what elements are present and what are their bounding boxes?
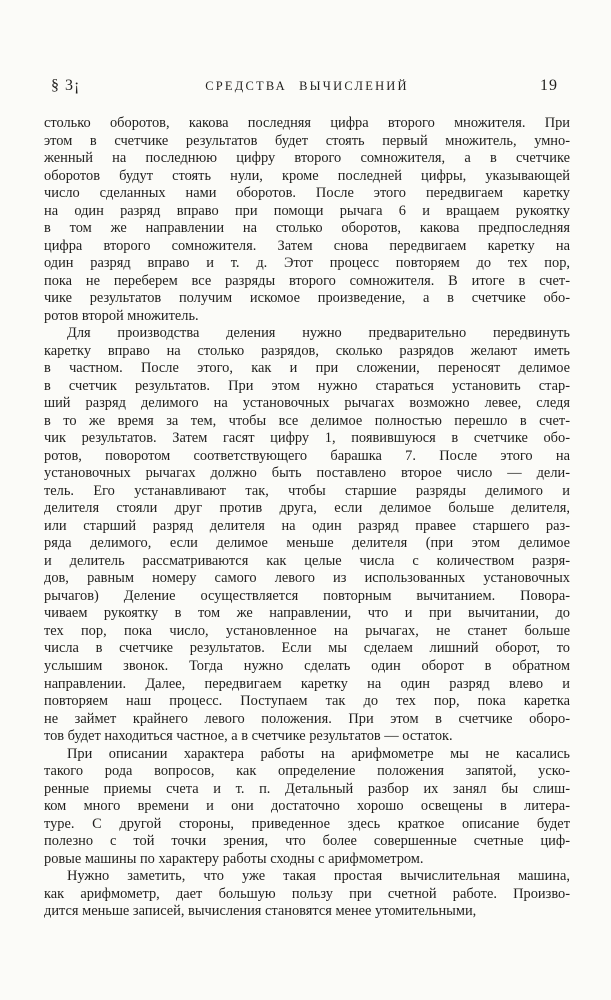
text-line: женный на последнюю цифру второго сомножителя, а в счетчике	[44, 150, 570, 167]
text-line: полезно с той точки зрения, что более совершенные счетные циф-	[44, 833, 570, 850]
text-line: тель. Его устанавливают так, чтобы старшие разряды делимого и	[44, 482, 570, 499]
paragraph	[44, 325, 570, 745]
text-line: и делитель рассматриваются как целые числа с количеством разря-	[44, 552, 570, 569]
text-line: направлении. Далее, передвигаем каретку на один разряд влево и	[44, 675, 570, 692]
section-label: § 3¡	[51, 77, 81, 94]
text-line: рычагов) Деление осуществляется повторным вычитанием. Повора-	[44, 587, 570, 604]
text-line: повторяем наш процесс. Поступаем так до тех пор, пока каретка	[44, 693, 570, 710]
text-line: числа в счетчике результатов. Если мы сделаем лишний оборот, то	[44, 640, 570, 657]
text-line: ряда делимого, если делимое меньше делителя (при этом делимое	[44, 535, 570, 552]
text-line: При описании характера работы на арифмометре мы не касались	[67, 745, 570, 762]
text-line: чике результатов получим искомое произведение, а в счетчике обо-	[44, 290, 570, 307]
paragraph	[44, 115, 570, 325]
text-line: Нужно заметить, что уже такая простая вычислительная машина,	[67, 868, 570, 885]
text-line: чиваем рукоятку в том же направлении, что и при вычитании, до	[44, 605, 570, 622]
text-line: в счетчик результатов. При этом нужно стараться установить стар-	[44, 377, 570, 394]
text-line: столько оборотов, какова последняя цифра второго множителя. При	[44, 115, 570, 131]
text-line: делителя стояли друг против друга, если делимое больше делителя,	[44, 500, 570, 517]
text-line: дится меньше записей, вычисления становятся менее утомительными,	[44, 903, 477, 920]
text-line: ротов второй множитель.	[44, 307, 199, 324]
text-line: дов, равным номеру самого левого из использованных установочных	[44, 570, 570, 587]
text-line: оборотов будут стоять нули, кроме последней цифры, указывающей	[44, 167, 570, 184]
text-line: на один разряд вправо при помощи рычага 6 и вращаем рукоятку	[44, 202, 570, 219]
text-line: в частном. После этого, как и при сложении, переносят делимое	[44, 360, 570, 377]
text-line: в том же направлении на столько оборотов, какова предпоследняя	[44, 220, 570, 237]
page-header	[44, 76, 570, 96]
text-line: такого рода вопросов, как определение положения запятой, уско-	[44, 763, 570, 780]
text-line: пока не переберем все разряды второго сомножителя. В итоге в счет-	[44, 272, 570, 289]
text-line: тех пор, пока число, установленное на рычагах, не станет больше	[44, 622, 570, 639]
page-number: 19	[540, 77, 558, 94]
text-line: чик результатов. Затем гасят цифру 1, появившуюся в счетчике обо-	[44, 430, 570, 447]
text-line: один разряд вправо и т. д. Этот процесс повторяем до тех пор,	[44, 255, 570, 272]
text-line: в то же время за тем, чтобы все делимое полностью перешло в счет-	[44, 412, 570, 429]
text-line: ком много времени и они достаточно хорошо освещены в литера-	[44, 798, 570, 815]
text-line: Для производства деления нужно предварительно передвинуть	[67, 325, 570, 342]
paragraph	[44, 746, 570, 869]
text-line: ротов, поворотом соответствующего барашка 7. После этого на	[44, 447, 570, 464]
text-line: услышим звонок. Тогда нужно сделать один оборот в обратном	[44, 657, 570, 674]
paragraph	[44, 868, 570, 921]
text-line: как арифмометр, дает большую пользу при счетной работе. Произво-	[44, 885, 570, 902]
text-line: ший разряд делимого на установочных рычагах возможно левее, следя	[44, 395, 570, 412]
text-line: тов будет находиться частное, а в счетчике результатов — остаток.	[44, 728, 453, 745]
text-line: цифра второго сомножителя. Затем снова передвигаем каретку на	[44, 237, 570, 254]
text-line: каретку вправо на столько разрядов, сколько разрядов желают иметь	[44, 342, 570, 359]
text-line: этом в счетчике результатов будет стоять первый множитель, умно-	[44, 132, 570, 149]
text-block	[44, 115, 570, 921]
text-line: ровые машины по характеру работы сходны с арифмометром.	[44, 850, 424, 867]
text-line: установочных рычагах должно быть поставлено второе число — дели-	[44, 465, 570, 482]
text-line: число сделанных нами оборотов. После этого передвигаем каретку	[44, 185, 570, 202]
text-line: или старший разряд делителя на один разряд правее старшего раз-	[44, 517, 570, 534]
text-line: ренные приемы счета и т. п. Детальный разбор их занял бы слиш-	[44, 780, 570, 797]
text-line: не займет крайнего левого положения. При этом в счетчике оборо-	[44, 710, 570, 727]
running-title: СРЕДСТВА ВЫЧИСЛЕНИЙ	[205, 79, 409, 93]
text-line: туре. С другой стороны, приведенное здесь краткое описание будет	[44, 815, 570, 832]
